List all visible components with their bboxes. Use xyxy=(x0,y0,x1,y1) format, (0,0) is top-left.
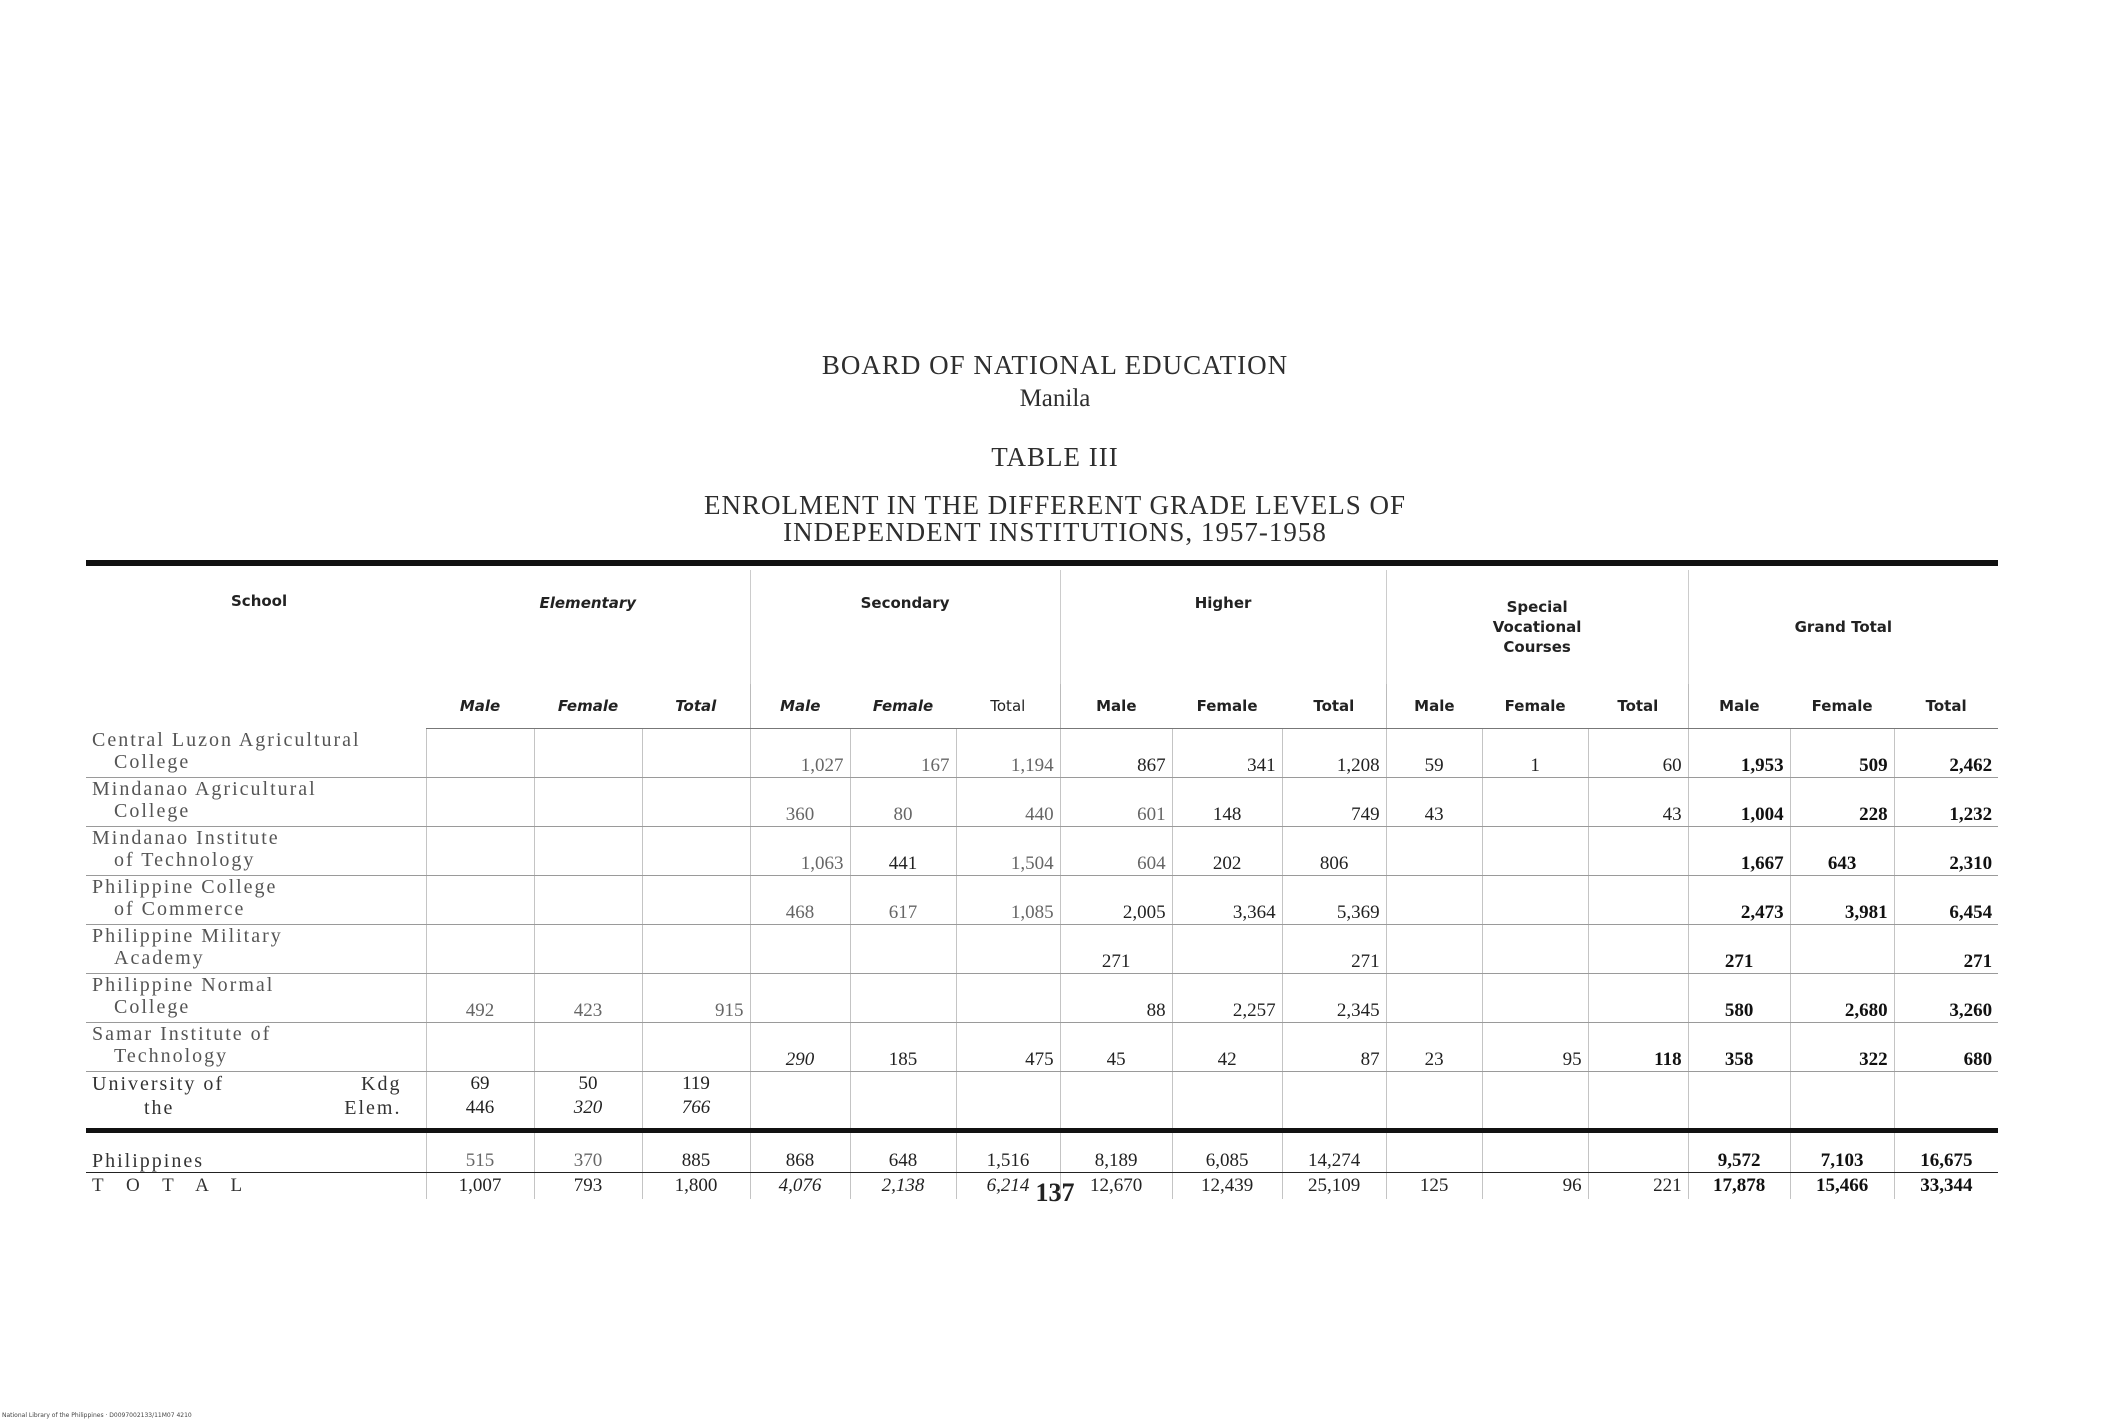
table-cell: 8,189 xyxy=(1060,1144,1172,1173)
sec-male-header: Male xyxy=(750,684,850,729)
table-cell: 43 xyxy=(1588,778,1688,827)
table-cell: 43 xyxy=(1386,778,1482,827)
table-cell xyxy=(956,1072,1060,1145)
special-line-1: Special xyxy=(1506,598,1568,616)
table-cell xyxy=(534,729,642,778)
table-cell: 2,680 xyxy=(1790,974,1894,1023)
group-header-row xyxy=(86,570,1998,684)
table-cell: 2,462 xyxy=(1894,729,1998,778)
elem-label: Elem. xyxy=(344,1097,402,1119)
elem-total-header: Total xyxy=(642,684,750,729)
table-title-line-1: ENROLMENT IN THE DIFFERENT GRADE LEVELS OF xyxy=(704,490,1406,520)
table-title-line-2: INDEPENDENT INSTITUTIONS, 1957-1958 xyxy=(783,517,1327,547)
table-cell: 80 xyxy=(850,778,956,827)
school-name xyxy=(86,1023,426,1072)
table-cell xyxy=(1482,925,1588,974)
table-cell xyxy=(1790,1072,1894,1145)
table-cell: 806 xyxy=(1282,827,1386,876)
univ-name-part-2: the xyxy=(144,1097,175,1119)
table-cell: 15,466 xyxy=(1790,1173,1894,1200)
univ-label-line-2 xyxy=(92,1096,420,1120)
page-number: 137 xyxy=(1035,1178,1075,1207)
table-cell: 601 xyxy=(1060,778,1172,827)
table-cell: 96 xyxy=(1482,1173,1588,1200)
table-cell: 7,103 xyxy=(1790,1144,1894,1173)
grand-total-header: Grand Total xyxy=(1688,570,1998,684)
table-cell xyxy=(1282,1072,1386,1145)
school-name-line-2: College xyxy=(114,750,191,773)
table-cell xyxy=(426,876,534,925)
univ-name-part-1: University of xyxy=(92,1073,225,1095)
table-cell: 2,005 xyxy=(1060,876,1172,925)
school-name-line-1: Philippine College xyxy=(92,876,278,898)
table-cell xyxy=(642,1072,750,1145)
table-cell: 360 xyxy=(750,778,850,827)
table-cell: 1,194 xyxy=(956,729,1060,778)
table-cell xyxy=(426,729,534,778)
table-cell: 1,004 xyxy=(1688,778,1790,827)
table-cell: 423 xyxy=(534,974,642,1023)
table-cell xyxy=(956,925,1060,974)
total-label: T O T A L xyxy=(92,1175,252,1196)
table-cell: 87 xyxy=(1282,1023,1386,1072)
higher-header: Higher xyxy=(1060,570,1386,684)
table-cell xyxy=(1790,925,1894,974)
table-number: TABLE III xyxy=(991,442,1119,472)
sec-female-header: Female xyxy=(850,684,956,729)
table-cell: 3,260 xyxy=(1894,974,1998,1023)
table-cell xyxy=(426,827,534,876)
elem-total: 766 xyxy=(681,1097,711,1118)
table-cell: 885 xyxy=(642,1144,750,1173)
table-cell xyxy=(1386,827,1482,876)
table-cell xyxy=(750,925,850,974)
elem-male-header: Male xyxy=(426,684,534,729)
table-cell: 468 xyxy=(750,876,850,925)
table-cell: 1,504 xyxy=(956,827,1060,876)
table-cell xyxy=(1588,974,1688,1023)
elem-female: 320 xyxy=(573,1097,603,1118)
higher-total-header: Total xyxy=(1282,684,1386,729)
table-cell: 17,878 xyxy=(1688,1173,1790,1200)
table-cell xyxy=(1386,1072,1482,1145)
school-name xyxy=(86,974,426,1023)
table-row xyxy=(86,1023,1998,1072)
sec-total-header: Total xyxy=(956,684,1060,729)
kdg-total: 119 xyxy=(682,1073,710,1094)
school-name-line-1: Samar Institute of xyxy=(92,1023,272,1045)
table-cell: 14,274 xyxy=(1282,1144,1386,1173)
table-cell: 1,516 xyxy=(956,1144,1060,1173)
table-cell: 148 xyxy=(1172,778,1282,827)
table-cell: 23 xyxy=(1386,1023,1482,1072)
table-cell: 680 xyxy=(1894,1023,1998,1072)
school-name xyxy=(86,1072,426,1145)
school-name-line-2: of Technology xyxy=(114,849,256,871)
table-cell xyxy=(1386,1144,1482,1173)
higher-male-header: Male xyxy=(1060,684,1172,729)
table-cell: 6,214 xyxy=(956,1173,1060,1200)
table-cell: 290 xyxy=(750,1023,850,1072)
table-cell: 441 xyxy=(850,827,956,876)
table-cell xyxy=(642,925,750,974)
table-cell: 88 xyxy=(1060,974,1172,1023)
table-cell xyxy=(1482,876,1588,925)
table-cell: 271 xyxy=(1282,925,1386,974)
table-cell: 749 xyxy=(1282,778,1386,827)
school-name xyxy=(86,778,426,827)
table-cell: 12,439 xyxy=(1172,1173,1282,1200)
table-cell: 12,670 xyxy=(1060,1173,1172,1200)
table-cell: 118 xyxy=(1588,1023,1688,1072)
school-name-line-1: Philippine Normal xyxy=(92,974,275,996)
footer-note: National Library of the Philippines · D0097002133/11M07 4210 xyxy=(2,1412,192,1419)
table-cell xyxy=(850,925,956,974)
top-rule xyxy=(86,560,1998,566)
table-cell xyxy=(426,1072,534,1145)
table-cell xyxy=(534,925,642,974)
table-cell xyxy=(1588,925,1688,974)
table-cell: 9,572 xyxy=(1688,1144,1790,1173)
table-row xyxy=(86,876,1998,925)
table-cell: 868 xyxy=(750,1144,850,1173)
kdg-male: 69 xyxy=(470,1073,490,1094)
special-line-2: Vocational xyxy=(1492,618,1582,636)
table-cell xyxy=(1172,925,1282,974)
subheader-row xyxy=(86,684,1998,729)
school-name xyxy=(86,729,426,778)
bottom-rule xyxy=(86,1128,1998,1133)
table-cell xyxy=(642,778,750,827)
school-name-line-1: Mindanao Institute xyxy=(92,827,280,849)
table-cell: 221 xyxy=(1588,1173,1688,1200)
table-cell xyxy=(1060,1072,1172,1145)
table-cell xyxy=(1588,876,1688,925)
enrolment-table xyxy=(86,570,1998,1199)
table-cell: 2,473 xyxy=(1688,876,1790,925)
table-cell: 1,063 xyxy=(750,827,850,876)
kdg-label: Kdg xyxy=(361,1073,402,1095)
board-title: BOARD OF NATIONAL EDUCATION xyxy=(821,350,1289,380)
table-cell xyxy=(642,876,750,925)
table-cell: 1,667 xyxy=(1688,827,1790,876)
table-cell xyxy=(850,974,956,1023)
table-cell: 1,800 xyxy=(642,1173,750,1200)
table-cell: 2,345 xyxy=(1282,974,1386,1023)
table-cell xyxy=(1688,1072,1790,1145)
table-cell: 1,007 xyxy=(426,1173,534,1200)
table-cell: 25,109 xyxy=(1282,1173,1386,1200)
table-cell: 509 xyxy=(1790,729,1894,778)
table-cell xyxy=(1588,1072,1688,1145)
table-cell: 492 xyxy=(426,974,534,1023)
table-cell: 60 xyxy=(1588,729,1688,778)
table-cell xyxy=(1482,974,1588,1023)
table-cell xyxy=(426,1023,534,1072)
table-row xyxy=(86,925,1998,974)
table-cell: 440 xyxy=(956,778,1060,827)
table-row xyxy=(86,974,1998,1023)
special-vocational-header xyxy=(1386,570,1688,684)
table-row xyxy=(86,827,1998,876)
table-cell: 1,953 xyxy=(1688,729,1790,778)
table-cell: 580 xyxy=(1688,974,1790,1023)
table-cell: 33,344 xyxy=(1894,1173,1998,1200)
school-name-line-1: Central Luzon Agricultural xyxy=(92,728,361,751)
table-cell: 271 xyxy=(1894,925,1998,974)
table-cell: 1 xyxy=(1482,729,1588,778)
table-cell xyxy=(426,778,534,827)
table-cell xyxy=(1386,925,1482,974)
table-cell xyxy=(1894,1072,1998,1145)
table-cell xyxy=(1588,1144,1688,1173)
table-cell: 604 xyxy=(1060,827,1172,876)
table-cell: 341 xyxy=(1172,729,1282,778)
univ-label-line-1 xyxy=(92,1072,420,1096)
table-cell xyxy=(1386,876,1482,925)
table-cell: 617 xyxy=(850,876,956,925)
table-cell: 793 xyxy=(534,1173,642,1200)
school-name-line-2: Academy xyxy=(114,947,205,969)
table-cell: 1,027 xyxy=(750,729,850,778)
table-cell: 475 xyxy=(956,1023,1060,1072)
table-cell: 2,257 xyxy=(1172,974,1282,1023)
table-cell xyxy=(1172,1072,1282,1145)
table-cell xyxy=(956,974,1060,1023)
table-cell: 59 xyxy=(1386,729,1482,778)
table-cell xyxy=(1482,1144,1588,1173)
table-cell xyxy=(642,1023,750,1072)
table-cell: 648 xyxy=(850,1144,956,1173)
table-cell xyxy=(1386,974,1482,1023)
table-cell: 2,138 xyxy=(850,1173,956,1200)
table-cell: 16,675 xyxy=(1894,1144,1998,1173)
table-cell xyxy=(750,1072,850,1145)
elem-female-header: Female xyxy=(534,684,642,729)
table-cell: 1,208 xyxy=(1282,729,1386,778)
school-name xyxy=(86,925,426,974)
table-cell: 4,076 xyxy=(750,1173,850,1200)
school-name-line-2: College xyxy=(114,800,191,822)
table-cell xyxy=(534,1072,642,1145)
table-cell: 228 xyxy=(1790,778,1894,827)
elem-male: 446 xyxy=(465,1097,495,1118)
table-row-university xyxy=(86,1072,1998,1145)
table-cell xyxy=(1482,778,1588,827)
table-cell xyxy=(534,827,642,876)
table-cell: 42 xyxy=(1172,1023,1282,1072)
school-name-line-2: Technology xyxy=(114,1045,229,1067)
school-name xyxy=(86,876,426,925)
table-cell: 867 xyxy=(1060,729,1172,778)
secondary-header: Secondary xyxy=(750,570,1060,684)
table-cell xyxy=(750,974,850,1023)
table-cell: 643 xyxy=(1790,827,1894,876)
spec-male-header: Male xyxy=(1386,684,1482,729)
school-name-line-2: of Commerce xyxy=(114,898,246,920)
table-cell xyxy=(1482,1072,1588,1145)
spec-total-header: Total xyxy=(1588,684,1688,729)
table-cell: 370 xyxy=(534,1144,642,1173)
table-cell: 125 xyxy=(1386,1173,1482,1200)
table-cell: 1,085 xyxy=(956,876,1060,925)
table-row xyxy=(86,778,1998,827)
table-row xyxy=(86,729,1998,778)
table-cell: 915 xyxy=(642,974,750,1023)
table-cell: 6,454 xyxy=(1894,876,1998,925)
elementary-header: Elementary xyxy=(539,594,637,612)
table-cell xyxy=(426,925,534,974)
grand-total-sub-header: Total xyxy=(1894,684,1998,729)
special-line-3: Courses xyxy=(1503,638,1571,656)
table-cell xyxy=(850,1072,956,1145)
table-cell xyxy=(534,778,642,827)
table-cell: 3,981 xyxy=(1790,876,1894,925)
table-cell xyxy=(534,876,642,925)
table-cell: 167 xyxy=(850,729,956,778)
kdg-female: 50 xyxy=(578,1073,598,1094)
table-cell: 2,310 xyxy=(1894,827,1998,876)
table-cell: 3,364 xyxy=(1172,876,1282,925)
higher-female-header: Female xyxy=(1172,684,1282,729)
school-header: School xyxy=(231,592,288,610)
table-cell: 358 xyxy=(1688,1023,1790,1072)
table-cell xyxy=(642,729,750,778)
table-cell xyxy=(1588,827,1688,876)
city-subtitle: Manila xyxy=(1019,385,1091,412)
spec-female-header: Female xyxy=(1482,684,1588,729)
table-cell: 271 xyxy=(1688,925,1790,974)
school-subheader xyxy=(86,684,426,729)
table-cell xyxy=(534,1023,642,1072)
table-row-philippines xyxy=(86,1144,1998,1173)
school-name-line-1: Mindanao Agricultural xyxy=(92,778,317,800)
table-cell: 322 xyxy=(1790,1023,1894,1072)
table-cell xyxy=(1482,827,1588,876)
table-cell: 271 xyxy=(1060,925,1172,974)
table-cell: 185 xyxy=(850,1023,956,1072)
grand-female-header: Female xyxy=(1790,684,1894,729)
table-cell xyxy=(642,827,750,876)
school-name: Philippines xyxy=(86,1144,426,1173)
school-name xyxy=(86,827,426,876)
table-cell: 6,085 xyxy=(1172,1144,1282,1173)
school-name-line-2: College xyxy=(114,996,191,1018)
table-cell: 45 xyxy=(1060,1023,1172,1072)
grand-male-header: Male xyxy=(1688,684,1790,729)
table-cell: 515 xyxy=(426,1144,534,1173)
table-cell: 1,232 xyxy=(1894,778,1998,827)
table-cell: 5,369 xyxy=(1282,876,1386,925)
table-cell: 95 xyxy=(1482,1023,1588,1072)
school-name-line-1: Philippine Military xyxy=(92,925,283,947)
table-cell: 202 xyxy=(1172,827,1282,876)
